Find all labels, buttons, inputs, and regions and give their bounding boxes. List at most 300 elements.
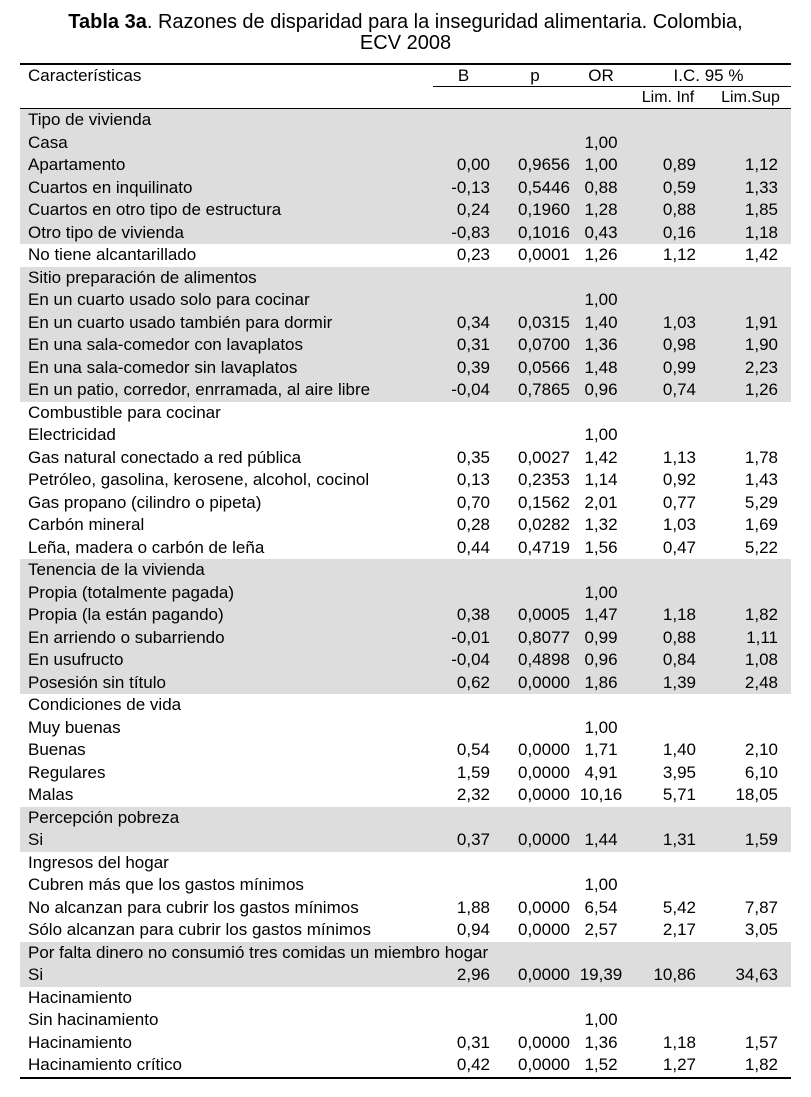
- cell-or: 1,36: [584, 1032, 618, 1052]
- row-label: En arriendo o subarriendo: [20, 627, 433, 650]
- row-label: No alcanzan para cubrir los gastos mínimos: [28, 897, 359, 917]
- row-label: Malas: [28, 785, 74, 805]
- cell-lim-sup: [710, 987, 791, 1010]
- row-label: Ingresos del hogar: [28, 852, 169, 872]
- cell-lim-inf: 0,77: [662, 492, 696, 512]
- header-confidence-interval: I.C. 95 %: [626, 64, 791, 87]
- cell-b: [433, 1009, 494, 1032]
- table-row: [20, 604, 791, 627]
- table-row: [20, 222, 791, 245]
- header-row-2: [20, 87, 791, 109]
- cell-lim-sup: 1,18: [710, 222, 791, 245]
- cell-b: [433, 424, 494, 447]
- header-p: p: [494, 64, 576, 87]
- cell-p: 0,0000: [494, 1054, 576, 1078]
- cell-lim-sup: 1,42: [744, 245, 779, 265]
- table-row: [20, 492, 791, 515]
- cell-or: 1,47: [576, 604, 626, 627]
- cell-lim-inf: 1,40: [662, 740, 696, 760]
- table-row: [20, 987, 791, 1010]
- cell-b: -0,04: [433, 379, 494, 402]
- cell-lim-sup: 18,05: [735, 785, 779, 805]
- cell-b: 0,34: [433, 312, 494, 335]
- cell-p: 0,0000: [518, 740, 570, 760]
- cell-or: 1,32: [584, 515, 618, 535]
- cell-lim-inf: [626, 424, 710, 447]
- table-row: [20, 469, 791, 492]
- cell-b: 0,31: [433, 334, 494, 357]
- table-row: [20, 1009, 791, 1032]
- header-characteristics: Características: [20, 64, 433, 87]
- row-label: En un cuarto usado también para dormir: [20, 312, 433, 335]
- cell-lim-sup: 3,05: [744, 920, 779, 940]
- cell-or: 2,01: [584, 492, 618, 512]
- cell-p: 0,0027: [518, 447, 570, 467]
- cell-or: 0,96: [576, 379, 626, 402]
- table-row: [20, 379, 791, 402]
- table-row: [20, 109, 791, 132]
- cell-lim-inf: 1,18: [662, 1032, 696, 1052]
- cell-p: 0,4898: [494, 649, 576, 672]
- cell-p: 0,1960: [494, 199, 576, 222]
- table-row: [20, 807, 791, 830]
- row-label: Hacinamiento: [28, 1032, 132, 1052]
- cell-or: 1,14: [584, 470, 618, 490]
- table-row: [20, 514, 791, 537]
- cell-lim-inf: 1,27: [626, 1054, 710, 1078]
- table-title: [0, 12, 811, 54]
- table-row: [20, 132, 791, 155]
- cell-p: 0,0001: [518, 245, 570, 265]
- row-label: Propia (totalmente pagada): [20, 582, 433, 605]
- row-label: En un cuarto usado solo para cocinar: [20, 289, 433, 312]
- table-row: [20, 897, 791, 920]
- table-row: [20, 1054, 791, 1078]
- cell-b: 0,70: [456, 492, 490, 512]
- header-lim-sup: Lim.Sup: [710, 87, 791, 109]
- table-row: [20, 537, 791, 560]
- cell-p: [494, 267, 576, 290]
- table-row: [20, 402, 791, 425]
- cell-p: [494, 424, 576, 447]
- row-label: Carbón mineral: [28, 515, 145, 535]
- cell-or: 1,00: [576, 582, 626, 605]
- header-lim-inf: Lim. Inf: [626, 87, 710, 109]
- row-label: Tenencia de la vivienda: [20, 559, 433, 582]
- table-row: [20, 154, 791, 177]
- cell-lim-inf: 0,88: [626, 199, 710, 222]
- cell-b: 0,54: [456, 740, 490, 760]
- table-row: [20, 649, 791, 672]
- row-label: Buenas: [28, 740, 86, 760]
- cell-or: 19,39: [576, 964, 626, 987]
- cell-lim-inf: 0,88: [626, 627, 710, 650]
- cell-b: 0,44: [456, 537, 490, 557]
- cell-or: 1,52: [576, 1054, 626, 1078]
- cell-lim-inf: 0,99: [626, 357, 710, 380]
- table-row: [20, 694, 791, 717]
- cell-lim-sup: [710, 582, 791, 605]
- cell-b: 1,59: [456, 762, 490, 782]
- cell-lim-sup: 1,85: [710, 199, 791, 222]
- row-label: Sin hacinamiento: [28, 1010, 159, 1030]
- cell-b: -0,01: [433, 627, 494, 650]
- cell-lim-sup: [710, 852, 791, 875]
- cell-lim-sup: [710, 109, 791, 132]
- table-row: [20, 829, 791, 852]
- row-label: Cuartos en inquilinato: [20, 177, 433, 200]
- table-number: Tabla 3a: [68, 11, 147, 33]
- cell-or: 1,40: [576, 312, 626, 335]
- row-label: Electricidad: [28, 425, 116, 445]
- cell-or: 0,99: [576, 627, 626, 650]
- row-label: Gas natural conectado a red pública: [28, 447, 302, 467]
- cell-lim-inf: 0,47: [662, 537, 696, 557]
- cell-lim-inf: 0,89: [626, 154, 710, 177]
- cell-or: 1,48: [576, 357, 626, 380]
- cell-or: 6,54: [584, 897, 618, 917]
- cell-b: 2,96: [433, 964, 494, 987]
- cell-or: 1,00: [576, 132, 626, 155]
- table-row: [20, 334, 791, 357]
- cell-or: 1,36: [576, 334, 626, 357]
- cell-lim-sup: 7,87: [744, 897, 779, 917]
- cell-or: 10,16: [579, 785, 623, 805]
- cell-lim-inf: 0,92: [662, 470, 696, 490]
- cell-lim-inf: [626, 559, 710, 582]
- cell-lim-sup: 1,78: [744, 447, 779, 467]
- cell-lim-inf: 1,31: [626, 829, 710, 852]
- table-row: [20, 672, 791, 695]
- cell-lim-sup: 1,57: [744, 1032, 779, 1052]
- cell-p: [494, 109, 576, 132]
- cell-p: [494, 559, 576, 582]
- cell-p: [494, 1009, 576, 1032]
- cell-or: [576, 807, 626, 830]
- cell-lim-inf: 0,16: [626, 222, 710, 245]
- cell-lim-inf: [626, 132, 710, 155]
- cell-lim-sup: 1,91: [710, 312, 791, 335]
- table-row: [20, 244, 791, 267]
- cell-lim-sup: 2,48: [710, 672, 791, 695]
- cell-or: 0,88: [576, 177, 626, 200]
- cell-b: 0,35: [456, 447, 490, 467]
- cell-p: [494, 582, 576, 605]
- cell-lim-inf: [626, 267, 710, 290]
- cell-or: 1,42: [584, 447, 618, 467]
- row-label: Percepción pobreza: [20, 807, 433, 830]
- table-row: [20, 559, 791, 582]
- cell-lim-inf: 1,03: [626, 312, 710, 335]
- row-label: Propia (la están pagando): [20, 604, 433, 627]
- table-row: [20, 717, 791, 740]
- cell-b: 0,24: [433, 199, 494, 222]
- cell-p: 0,0000: [494, 672, 576, 695]
- cell-lim-inf: [626, 717, 710, 740]
- cell-lim-sup: 1,11: [710, 627, 791, 650]
- cell-or: [576, 402, 626, 425]
- table-row: [20, 942, 791, 965]
- cell-p: [494, 717, 576, 740]
- cell-b: [433, 289, 494, 312]
- cell-lim-inf: [626, 289, 710, 312]
- cell-lim-sup: 1,43: [744, 470, 779, 490]
- cell-p: 0,0005: [494, 604, 576, 627]
- table-row: [20, 964, 791, 987]
- cell-or: 1,86: [576, 672, 626, 695]
- title-line-2: ECV 2008: [359, 32, 452, 54]
- cell-lim-inf: 0,84: [626, 649, 710, 672]
- cell-p: [494, 874, 576, 897]
- cell-or: 1,00: [584, 875, 618, 895]
- odds-ratio-table: [20, 63, 791, 1079]
- cell-p: [494, 289, 576, 312]
- cell-b: 0,13: [456, 470, 490, 490]
- cell-or: [576, 694, 626, 717]
- cell-or: 1,44: [576, 829, 626, 852]
- cell-lim-inf: [626, 807, 710, 830]
- cell-or: 4,91: [584, 762, 618, 782]
- cell-lim-sup: [710, 559, 791, 582]
- cell-lim-inf: 0,98: [626, 334, 710, 357]
- table-row: [20, 267, 791, 290]
- table-row: [20, 852, 791, 875]
- row-label: Otro tipo de vivienda: [20, 222, 433, 245]
- cell-b: [433, 852, 494, 875]
- cell-b: -0,83: [433, 222, 494, 245]
- cell-lim-sup: [710, 402, 791, 425]
- cell-p: [494, 807, 576, 830]
- cell-b: 0,62: [433, 672, 494, 695]
- cell-b: -0,04: [433, 649, 494, 672]
- header-or: OR: [576, 64, 626, 87]
- cell-or: 0,43: [576, 222, 626, 245]
- cell-or: [576, 852, 626, 875]
- cell-p: 0,0000: [518, 785, 570, 805]
- row-label: Combustible para cocinar: [28, 402, 221, 422]
- cell-lim-inf: 3,95: [662, 762, 696, 782]
- cell-or: [576, 559, 626, 582]
- table-row: [20, 1032, 791, 1055]
- cell-p: 0,0000: [494, 829, 576, 852]
- cell-b: 0,28: [456, 515, 490, 535]
- cell-p: 0,8077: [494, 627, 576, 650]
- cell-b: 0,42: [433, 1054, 494, 1078]
- cell-lim-inf: 1,13: [662, 447, 696, 467]
- cell-p: [494, 402, 576, 425]
- cell-lim-sup: [710, 289, 791, 312]
- cell-lim-sup: [710, 424, 791, 447]
- cell-lim-inf: 0,59: [626, 177, 710, 200]
- row-label: Hacinamiento: [28, 987, 132, 1007]
- table-row: [20, 762, 791, 785]
- row-label: Muy buenas: [28, 717, 121, 737]
- cell-or: 1,56: [584, 537, 618, 557]
- cell-lim-sup: 1,08: [710, 649, 791, 672]
- cell-b: [433, 559, 494, 582]
- cell-p: 0,5446: [494, 177, 576, 200]
- cell-p: 0,2353: [518, 470, 570, 490]
- cell-or: 0,96: [576, 649, 626, 672]
- table-row: [20, 447, 791, 470]
- row-label: Cuartos en otro tipo de estructura: [20, 199, 433, 222]
- cell-p: 0,1016: [494, 222, 576, 245]
- table-row: [20, 424, 791, 447]
- cell-lim-inf: 2,17: [662, 920, 696, 940]
- cell-b: [433, 582, 494, 605]
- row-label: En una sala-comedor sin lavaplatos: [20, 357, 433, 380]
- row-label: Tipo de vivienda: [20, 109, 433, 132]
- row-label: Si: [20, 964, 433, 987]
- cell-p: [494, 987, 576, 1010]
- cell-p: 0,9656: [494, 154, 576, 177]
- cell-p: 0,0000: [518, 762, 570, 782]
- row-label: No tiene alcantarillado: [28, 245, 197, 265]
- cell-b: [433, 717, 494, 740]
- table-row: [20, 739, 791, 762]
- cell-p: 0,0282: [518, 515, 570, 535]
- cell-b: [433, 267, 494, 290]
- cell-or: 2,57: [584, 920, 618, 940]
- row-label: Casa: [20, 132, 433, 155]
- cell-lim-sup: 1,69: [744, 515, 779, 535]
- table-row: [20, 627, 791, 650]
- cell-p: 0,0000: [518, 1032, 570, 1052]
- table-row: [20, 177, 791, 200]
- cell-lim-inf: [626, 874, 710, 897]
- cell-p: [494, 132, 576, 155]
- cell-p: 0,0000: [518, 920, 570, 940]
- cell-lim-inf: [626, 852, 710, 875]
- cell-lim-inf: 5,71: [662, 785, 696, 805]
- cell-lim-inf: 10,86: [626, 964, 710, 987]
- row-label: Regulares: [28, 762, 106, 782]
- cell-b: 0,31: [456, 1032, 490, 1052]
- row-label: Hacinamiento crítico: [20, 1054, 433, 1078]
- cell-b: 0,94: [456, 920, 490, 940]
- table-row: [20, 919, 791, 942]
- cell-or: 1,26: [584, 245, 618, 265]
- cell-lim-inf: [626, 402, 710, 425]
- title-text: . Razones de disparidad para la inseguridad alimentaria. Colombia,: [146, 11, 743, 33]
- cell-b: [433, 694, 494, 717]
- cell-lim-inf: 1,12: [662, 245, 696, 265]
- table-row: [20, 199, 791, 222]
- cell-b: 0,39: [433, 357, 494, 380]
- cell-b: 0,00: [433, 154, 494, 177]
- cell-lim-sup: [710, 694, 791, 717]
- row-label: Por falta dinero no consumió tres comidas un miembro hogar: [20, 942, 791, 965]
- cell-b: 0,23: [456, 245, 490, 265]
- cell-or: 1,00: [584, 425, 618, 445]
- cell-lim-sup: 1,82: [710, 604, 791, 627]
- cell-p: 0,4719: [518, 537, 570, 557]
- cell-b: [433, 109, 494, 132]
- cell-lim-sup: 2,23: [710, 357, 791, 380]
- cell-or: 1,00: [576, 154, 626, 177]
- cell-lim-sup: [710, 132, 791, 155]
- cell-lim-inf: [626, 1009, 710, 1032]
- table-row: [20, 312, 791, 335]
- row-label: Petróleo, gasolina, kerosene, alcohol, cocinol: [28, 470, 370, 490]
- cell-or: [576, 987, 626, 1010]
- table-row: [20, 784, 791, 807]
- cell-lim-sup: 1,90: [710, 334, 791, 357]
- table-row: [20, 289, 791, 312]
- cell-or: 1,71: [584, 740, 618, 760]
- cell-b: 1,88: [456, 897, 490, 917]
- row-label: Gas propano (cilindro o pipeta): [28, 492, 262, 512]
- cell-p: 0,0000: [494, 964, 576, 987]
- cell-lim-sup: [710, 807, 791, 830]
- row-label: En usufructo: [20, 649, 433, 672]
- row-label: Si: [20, 829, 433, 852]
- cell-b: [433, 987, 494, 1010]
- cell-lim-sup: 1,12: [710, 154, 791, 177]
- cell-b: [433, 402, 494, 425]
- row-label: En un patio, corredor, enrramada, al aire libre: [20, 379, 433, 402]
- cell-or: 1,28: [576, 199, 626, 222]
- row-label: Posesión sin título: [20, 672, 433, 695]
- header-b: B: [433, 64, 494, 87]
- row-label: Sólo alcanzan para cubrir los gastos mínimos: [28, 920, 371, 940]
- cell-lim-inf: 1,39: [626, 672, 710, 695]
- cell-lim-sup: [710, 717, 791, 740]
- cell-b: 2,32: [456, 785, 490, 805]
- cell-lim-sup: 1,26: [710, 379, 791, 402]
- header-row-1: [20, 64, 791, 87]
- cell-p: 0,0315: [494, 312, 576, 335]
- cell-lim-sup: 5,22: [744, 537, 779, 557]
- cell-lim-inf: 1,18: [626, 604, 710, 627]
- row-label: En una sala-comedor con lavaplatos: [20, 334, 433, 357]
- cell-p: [494, 852, 576, 875]
- cell-or: [576, 109, 626, 132]
- cell-lim-inf: 1,03: [662, 515, 696, 535]
- cell-lim-inf: 0,74: [626, 379, 710, 402]
- cell-p: 0,0566: [494, 357, 576, 380]
- table-row: [20, 874, 791, 897]
- cell-p: 0,7865: [494, 379, 576, 402]
- cell-or: 1,00: [584, 717, 618, 737]
- row-label: Apartamento: [20, 154, 433, 177]
- table-body: [20, 109, 791, 1078]
- cell-lim-sup: 1,82: [710, 1054, 791, 1078]
- cell-lim-sup: 2,10: [744, 740, 779, 760]
- cell-lim-sup: [710, 874, 791, 897]
- row-label: Leña, madera o carbón de leña: [28, 537, 265, 557]
- cell-lim-sup: [710, 267, 791, 290]
- row-label: Sitio preparación de alimentos: [20, 267, 433, 290]
- cell-p: [494, 694, 576, 717]
- cell-lim-sup: 6,10: [744, 762, 779, 782]
- cell-b: -0,13: [433, 177, 494, 200]
- table-row: [20, 357, 791, 380]
- cell-lim-sup: 1,59: [710, 829, 791, 852]
- cell-lim-inf: 5,42: [662, 897, 696, 917]
- table-row: [20, 582, 791, 605]
- cell-lim-inf: [626, 109, 710, 132]
- cell-lim-inf: [626, 582, 710, 605]
- row-label: Cubren más que los gastos mínimos: [28, 875, 304, 895]
- cell-lim-sup: 1,33: [710, 177, 791, 200]
- cell-lim-inf: [626, 694, 710, 717]
- cell-p: 0,1562: [518, 492, 570, 512]
- cell-or: [576, 267, 626, 290]
- row-label: Condiciones de vida: [28, 695, 182, 715]
- cell-p: 0,0700: [494, 334, 576, 357]
- cell-b: 0,37: [433, 829, 494, 852]
